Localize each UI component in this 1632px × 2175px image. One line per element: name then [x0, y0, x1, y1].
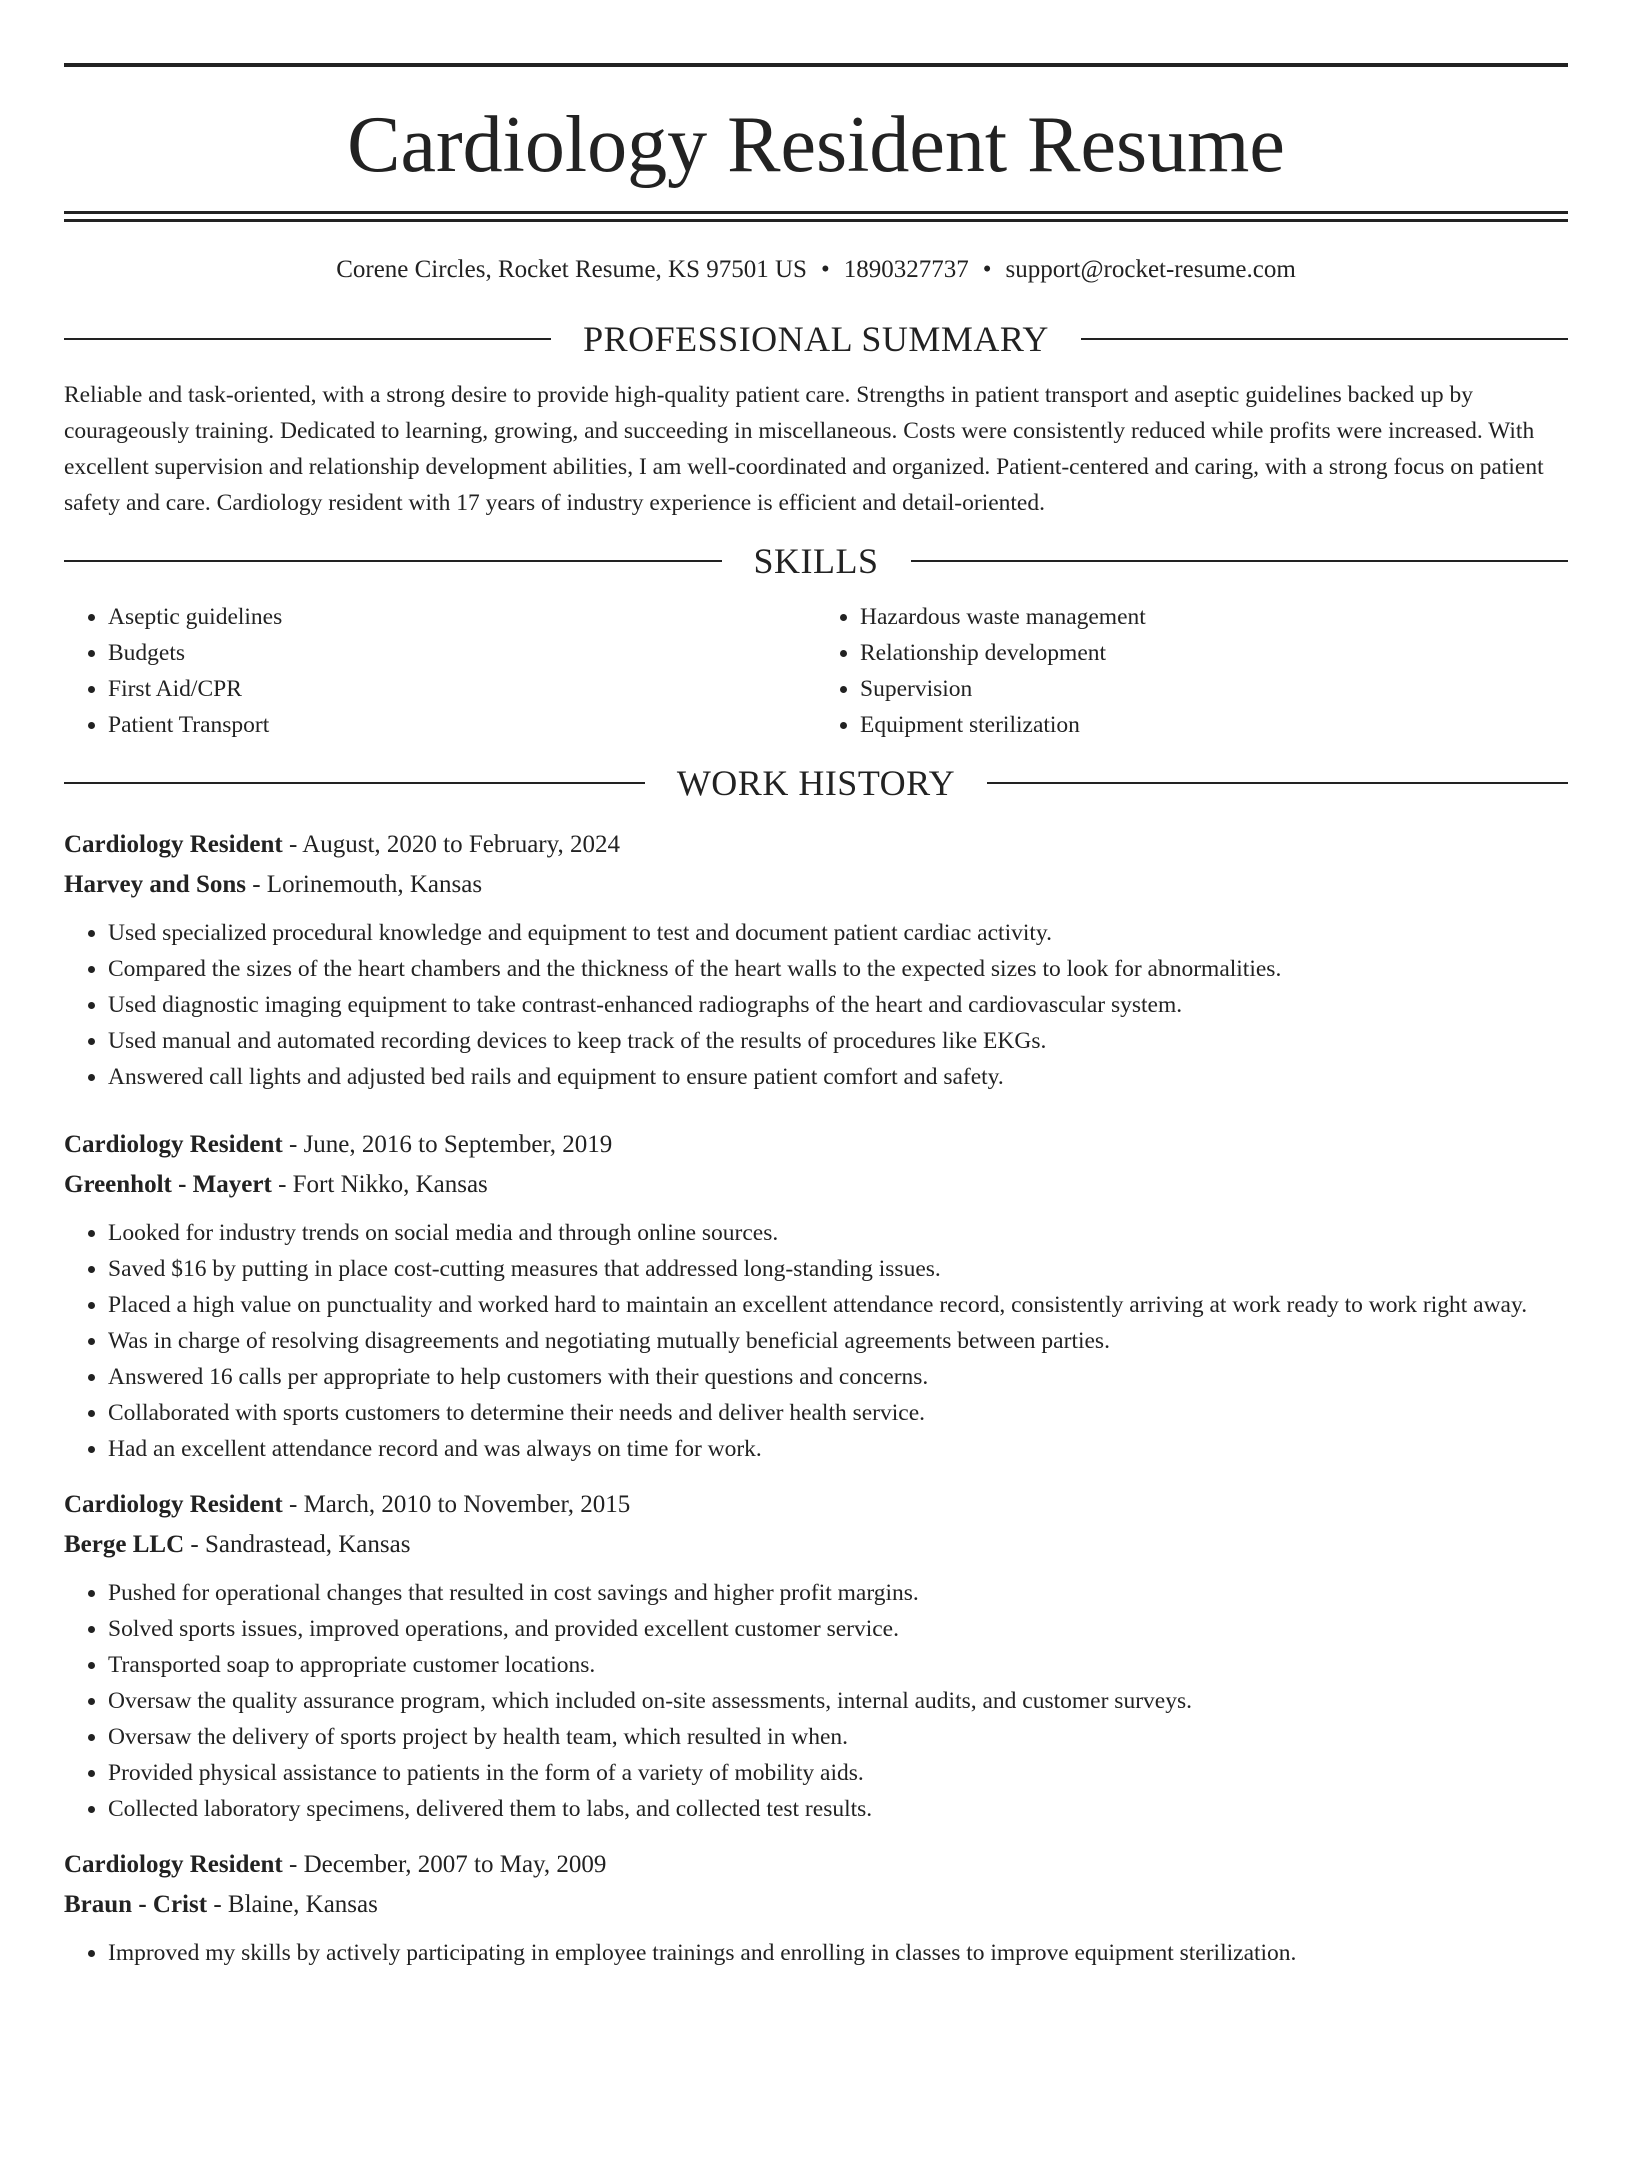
job-bullet: • Provided physical assistance to patients in the form of a variety of mobility aids.: [108, 1755, 1568, 1791]
job-bullet: • Saved $16 by putting in place cost-cutting measures that addressed long-standing issues.: [108, 1251, 1568, 1287]
resume-page: [0, 63, 1632, 2175]
job-bullet: • Collaborated with sports customers to determine their needs and deliver health service.: [108, 1395, 1568, 1431]
job-company: Berge LLC: [64, 1531, 185, 1558]
job-bullet: • Compared the sizes of the heart chambers and the thickness of the heart walls to the expected sizes to look for abnormalities.: [108, 951, 1568, 987]
job-bullet: • Oversaw the quality assurance program, which included on-site assessments, internal audits, and customer surveys.: [108, 1683, 1568, 1719]
section-rule: [64, 782, 645, 784]
job-bullet: • Had an excellent attendance record and was always on time for work.: [108, 1431, 1568, 1467]
job-title-line: [64, 1485, 1568, 1525]
job-entry: [64, 1845, 1568, 1971]
job-bullet: • Placed a high value on punctuality and worked hard to maintain an excellent attendance record, consistently arriving at work ready to work right away.: [108, 1287, 1568, 1323]
job-location: - Blaine, Kansas: [207, 1891, 378, 1918]
section-rule: [64, 560, 722, 562]
job-title: Cardiology Resident: [64, 831, 283, 858]
job-company-line: [64, 1525, 1568, 1565]
skills-right-list: [816, 599, 1568, 743]
skill-item: • Supervision: [860, 671, 1568, 707]
section-rule: [987, 782, 1568, 784]
job-title: Cardiology Resident: [64, 1131, 283, 1158]
job-title-line: [64, 1845, 1568, 1885]
job-entry: [64, 825, 1568, 1095]
contact-phone: 1890327737: [843, 256, 969, 283]
job-bullet: • Improved my skills by actively participating in employee trainings and enrolling in classes to improve equipment sterilization.: [108, 1935, 1568, 1971]
skill-item: • First Aid/CPR: [108, 671, 816, 707]
job-bullet: • Used manual and automated recording devices to keep track of the results of procedures like EKGs.: [108, 1023, 1568, 1059]
job-company-line: [64, 1165, 1568, 1205]
work-section-header: [64, 763, 1568, 803]
job-bullet: • Was in charge of resolving disagreements and negotiating mutually beneficial agreements between parties.: [108, 1323, 1568, 1359]
contact-separator: •: [982, 256, 992, 283]
summary-text: Reliable and task-oriented, with a strong desire to provide high-quality patient care. Strengths in patient transport and aseptic guidelines backed up by courageously training. Dedicated to learning, growing, and succeeding in miscellaneous. Costs were consistently reduced while profits were increased. With excellent supervision and relationship development abilities, I am well-coordinated and organized. Patient-centered and caring, with a strong focus on patient safety and care. Cardiology resident with 17 years of industry experience is efficient and detail-oriented.: [64, 382, 1544, 516]
skill-item: • Relationship development: [860, 635, 1568, 671]
job-entry: [64, 1485, 1568, 1827]
title-double-rule: [64, 211, 1568, 222]
job-bullets: [64, 915, 1568, 1095]
job-bullet: • Pushed for operational changes that resulted in cost savings and higher profit margins.: [108, 1575, 1568, 1611]
job-bullet: • Used diagnostic imaging equipment to take contrast-enhanced radiographs of the heart and cardiovascular system.: [108, 987, 1568, 1023]
contact-email[interactable]: support@rocket-resume.com: [1005, 256, 1296, 283]
job-bullet: • Oversaw the delivery of sports project by health team, which resulted in when.: [108, 1719, 1568, 1755]
job-company: Greenholt - Mayert: [64, 1171, 272, 1198]
job-dates: - December, 2007 to May, 2009: [282, 1851, 607, 1878]
resume-title: Cardiology Resident Resume: [347, 101, 1285, 189]
job-dates: - June, 2016 to September, 2019: [282, 1131, 613, 1158]
top-rule: [64, 63, 1568, 67]
skill-item: • Budgets: [108, 635, 816, 671]
job-bullets: [64, 1575, 1568, 1827]
skill-item: • Equipment sterilization: [860, 707, 1568, 743]
skill-item: • Patient Transport: [108, 707, 816, 743]
skill-item: • Hazardous waste management: [860, 599, 1568, 635]
job-title: Cardiology Resident: [64, 1491, 283, 1518]
section-rule: [64, 338, 551, 340]
job-bullets: [64, 1215, 1568, 1467]
job-location: - Sandrastead, Kansas: [184, 1531, 411, 1558]
job-title-line: [64, 1125, 1568, 1165]
job-bullet: • Used specialized procedural knowledge and equipment to test and document patient cardiac activity.: [108, 915, 1568, 951]
job-title-line: [64, 825, 1568, 865]
skills-columns: [64, 599, 1568, 743]
job-location: - Fort Nikko, Kansas: [271, 1171, 488, 1198]
skill-item: • Aseptic guidelines: [108, 599, 816, 635]
job-company: Harvey and Sons: [64, 871, 246, 898]
job-bullet: • Solved sports issues, improved operations, and provided excellent customer service.: [108, 1611, 1568, 1647]
section-rule: [1081, 338, 1568, 340]
skills-section-header: [64, 541, 1568, 581]
job-bullet: • Answered call lights and adjusted bed rails and equipment to ensure patient comfort and safety.: [108, 1059, 1568, 1095]
job-title: Cardiology Resident: [64, 1851, 283, 1878]
skills-heading: SKILLS: [753, 541, 879, 581]
job-entry: [64, 1125, 1568, 1467]
summary-heading: PROFESSIONAL SUMMARY: [583, 319, 1049, 359]
summary-section-header: [64, 319, 1568, 359]
skills-left-list: [64, 599, 816, 743]
job-company: Braun - Crist: [64, 1891, 208, 1918]
contact-address: Corene Circles, Rocket Resume, KS 97501 US: [336, 256, 807, 283]
section-rule: [911, 560, 1569, 562]
job-dates: - March, 2010 to November, 2015: [282, 1491, 631, 1518]
contact-line: [64, 255, 1568, 285]
job-company-line: [64, 865, 1568, 905]
contact-separator: •: [820, 256, 830, 283]
job-bullet: • Answered 16 calls per appropriate to help customers with their questions and concerns.: [108, 1359, 1568, 1395]
work-heading: WORK HISTORY: [676, 763, 956, 803]
job-location: - Lorinemouth, Kansas: [245, 871, 483, 898]
job-company-line: [64, 1885, 1568, 1925]
job-bullet: • Looked for industry trends on social media and through online sources.: [108, 1215, 1568, 1251]
job-bullet: • Collected laboratory specimens, delivered them to labs, and collected test results.: [108, 1791, 1568, 1827]
job-bullet: • Transported soap to appropriate customer locations.: [108, 1647, 1568, 1683]
job-dates: - August, 2020 to February, 2024: [282, 831, 620, 858]
job-bullets: [64, 1935, 1568, 1971]
